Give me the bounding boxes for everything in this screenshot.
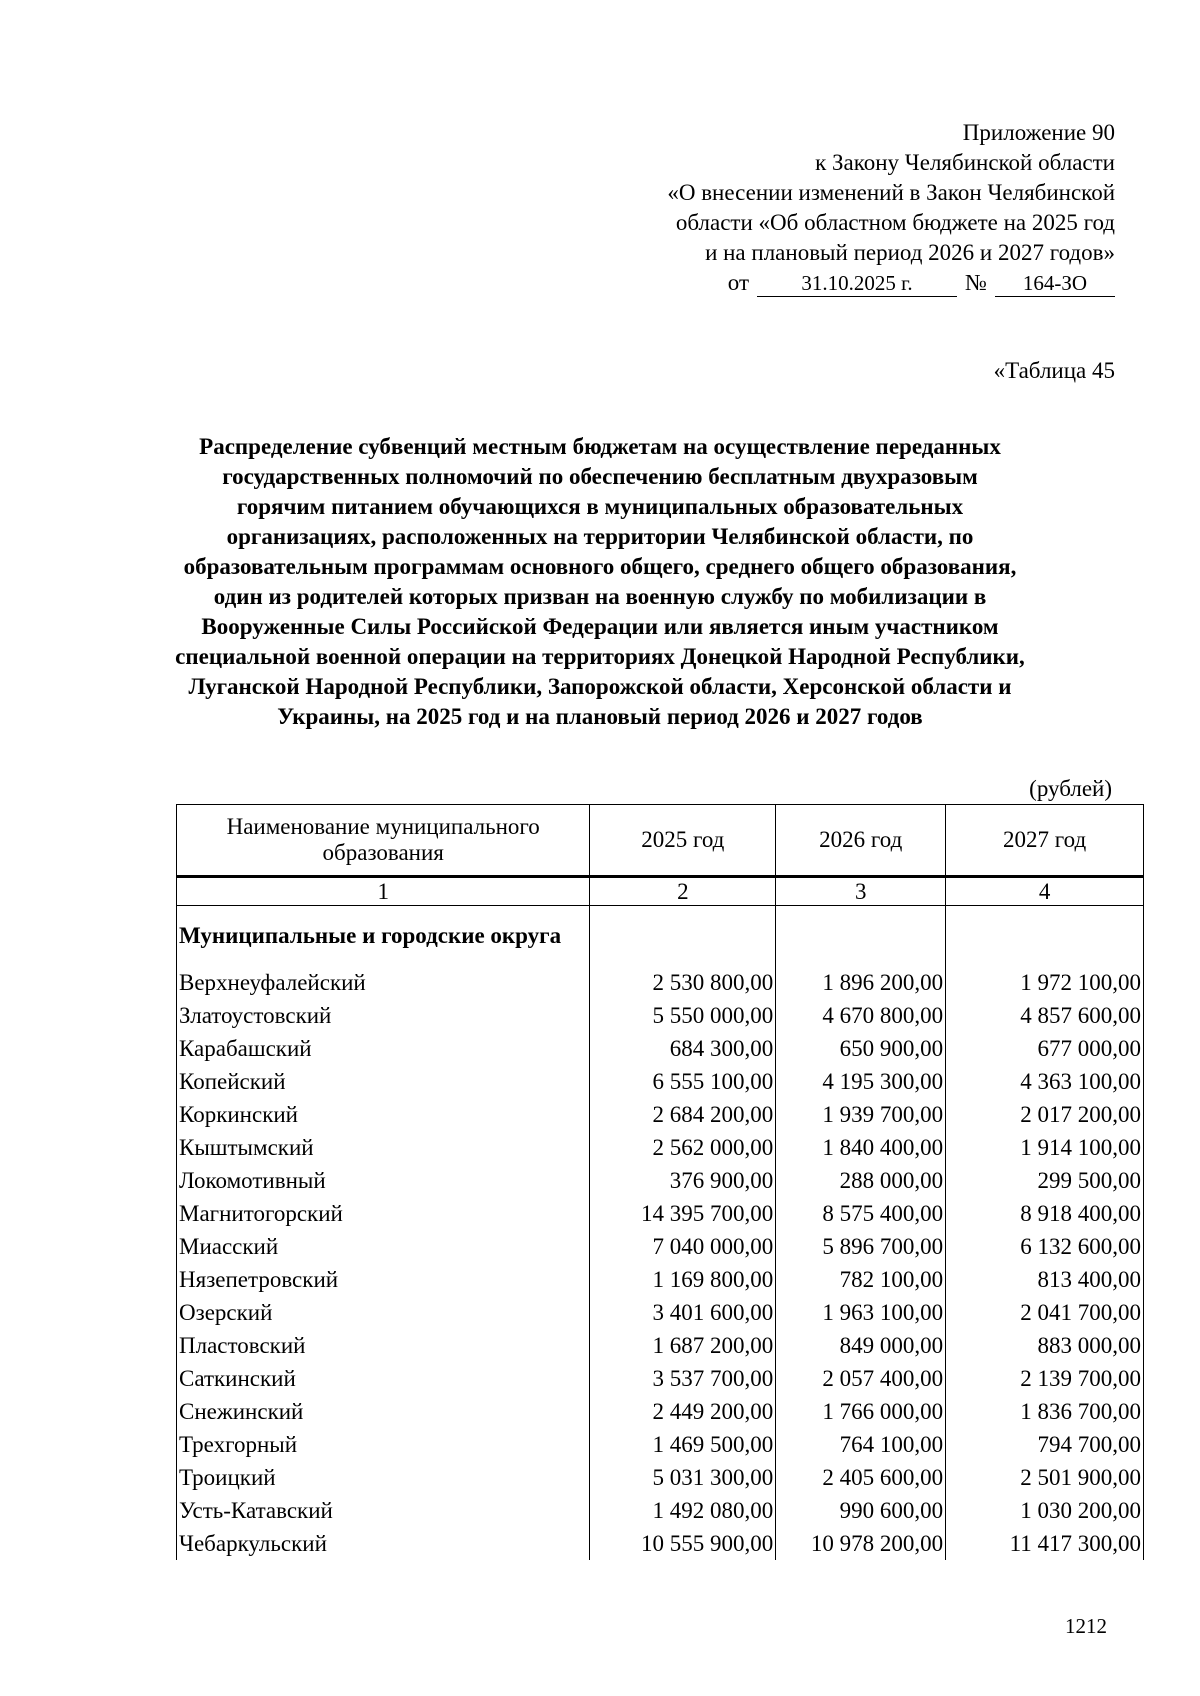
table-row [177, 1461, 1144, 1494]
value-2027: 883 000,00 [946, 1329, 1144, 1362]
value-2025: 5 550 000,00 [590, 999, 776, 1032]
value-2027: 1 836 700,00 [946, 1395, 1144, 1428]
law-date: 31.10.2025 г. [757, 270, 957, 297]
value-2025: 376 900,00 [590, 1164, 776, 1197]
page-number: 1212 [1065, 1614, 1107, 1638]
value-2027: 6 132 600,00 [946, 1230, 1144, 1263]
value-2026: 990 600,00 [776, 1494, 946, 1527]
header-2026: 2026 год [776, 805, 946, 877]
table-row [177, 1131, 1144, 1164]
title-line: Вооруженные Силы Российской Федерации или является иным участником [201, 614, 999, 639]
table-row [177, 1230, 1144, 1263]
table-row [177, 1263, 1144, 1296]
value-2025: 1 687 200,00 [590, 1329, 776, 1362]
value-2025: 3 401 600,00 [590, 1296, 776, 1329]
value-2027: 8 918 400,00 [946, 1197, 1144, 1230]
value-2026: 764 100,00 [776, 1428, 946, 1461]
value-2025: 2 449 200,00 [590, 1395, 776, 1428]
number-label: № [965, 270, 987, 295]
appendix-law-title-2: области «Об областном бюджете на 2025 год [675, 210, 1115, 235]
value-2025: 1 169 800,00 [590, 1263, 776, 1296]
value-2026: 782 100,00 [776, 1263, 946, 1296]
municipality-name: Верхнеуфалейский [177, 966, 590, 999]
value-2027: 1 972 100,00 [946, 966, 1144, 999]
group-empty-cell [946, 906, 1144, 967]
appendix-law-ref: к Закону Челябинской области [815, 150, 1115, 175]
municipality-name: Нязепетровский [177, 1263, 590, 1296]
table-row [177, 1098, 1144, 1131]
column-number: 3 [776, 877, 946, 906]
value-2026: 8 575 400,00 [776, 1197, 946, 1230]
group-label: Муниципальные и городские округа [177, 906, 590, 967]
value-2027: 2 139 700,00 [946, 1362, 1144, 1395]
value-2027: 2 501 900,00 [946, 1461, 1144, 1494]
value-2026: 650 900,00 [776, 1032, 946, 1065]
table-row [177, 1428, 1144, 1461]
group-row [177, 906, 1144, 967]
municipality-name: Магнитогорский [177, 1197, 590, 1230]
title-line: Украины, на 2025 год и на плановый период 2026 и 2027 годов [277, 704, 923, 729]
subvention-table [176, 804, 1144, 1560]
title-line: специальной военной операции на территориях Донецкой Народной Республики, [175, 644, 1025, 669]
document-title [150, 432, 1050, 732]
from-label: от [727, 270, 750, 295]
municipality-name: Снежинский [177, 1395, 590, 1428]
value-2025: 2 562 000,00 [590, 1131, 776, 1164]
value-2027: 299 500,00 [946, 1164, 1144, 1197]
title-line: один из родителей которых призван на военную службу по мобилизации в [213, 584, 987, 609]
value-2025: 5 031 300,00 [590, 1461, 776, 1494]
appendix-law-title-3: и на плановый период 2026 и 2027 годов» [705, 240, 1115, 265]
table-row [177, 1395, 1144, 1428]
value-2026: 1 939 700,00 [776, 1098, 946, 1131]
value-2025: 1 469 500,00 [590, 1428, 776, 1461]
title-line: государственных полномочий по обеспечению бесплатным двухразовым [222, 464, 978, 489]
table-label: «Таблица 45 [993, 358, 1115, 383]
municipality-name: Саткинский [177, 1362, 590, 1395]
law-date-line [595, 268, 1115, 298]
value-2027: 2 017 200,00 [946, 1098, 1144, 1131]
value-2027: 2 041 700,00 [946, 1296, 1144, 1329]
appendix-number: Приложение 90 [962, 120, 1115, 145]
municipality-name: Локомотивный [177, 1164, 590, 1197]
table-row [177, 1527, 1144, 1560]
value-2026: 2 057 400,00 [776, 1362, 946, 1395]
municipality-name: Чебаркульский [177, 1527, 590, 1560]
value-2025: 6 555 100,00 [590, 1065, 776, 1098]
column-number: 2 [590, 877, 776, 906]
municipality-name: Коркинский [177, 1098, 590, 1131]
table-row [177, 1296, 1144, 1329]
value-2026: 1 896 200,00 [776, 966, 946, 999]
municipality-name: Копейский [177, 1065, 590, 1098]
value-2025: 1 492 080,00 [590, 1494, 776, 1527]
municipality-name: Карабашский [177, 1032, 590, 1065]
value-2027: 1 030 200,00 [946, 1494, 1144, 1527]
value-2026: 1 963 100,00 [776, 1296, 946, 1329]
column-number: 1 [177, 877, 590, 906]
value-2026: 10 978 200,00 [776, 1527, 946, 1560]
municipality-name: Златоустовский [177, 999, 590, 1032]
table-row [177, 999, 1144, 1032]
table-body [177, 906, 1144, 1561]
value-2025: 7 040 000,00 [590, 1230, 776, 1263]
municipality-name: Миасский [177, 1230, 590, 1263]
header-2025: 2025 год [590, 805, 776, 877]
table-row [177, 966, 1144, 999]
title-line: Распределение субвенций местным бюджетам на осуществление переданных [199, 434, 1001, 459]
value-2026: 1 840 400,00 [776, 1131, 946, 1164]
header-name: Наименование муниципального образования [177, 805, 590, 877]
value-2026: 5 896 700,00 [776, 1230, 946, 1263]
municipality-name: Кыштымский [177, 1131, 590, 1164]
municipality-name: Трехгорный [177, 1428, 590, 1461]
municipality-name: Троицкий [177, 1461, 590, 1494]
column-number: 4 [946, 877, 1144, 906]
value-2026: 4 670 800,00 [776, 999, 946, 1032]
column-number-row [177, 877, 1144, 906]
table-row [177, 1065, 1144, 1098]
value-2027: 4 857 600,00 [946, 999, 1144, 1032]
value-2026: 1 766 000,00 [776, 1395, 946, 1428]
table-row [177, 1164, 1144, 1197]
title-line: Луганской Народной Республики, Запорожской области, Херсонской области и [188, 674, 1012, 699]
appendix-law-title-1: «О внесении изменений в Закон Челябинской [667, 180, 1115, 205]
group-empty-cell [776, 906, 946, 967]
table-row [177, 1362, 1144, 1395]
value-2026: 849 000,00 [776, 1329, 946, 1362]
value-2025: 3 537 700,00 [590, 1362, 776, 1395]
value-2027: 4 363 100,00 [946, 1065, 1144, 1098]
value-2026: 288 000,00 [776, 1164, 946, 1197]
value-2025: 14 395 700,00 [590, 1197, 776, 1230]
value-2025: 684 300,00 [590, 1032, 776, 1065]
title-line: горячим питанием обучающихся в муниципальных образовательных [236, 494, 964, 519]
value-2025: 10 555 900,00 [590, 1527, 776, 1560]
value-2027: 1 914 100,00 [946, 1131, 1144, 1164]
law-number: 164-ЗО [995, 270, 1115, 297]
title-line: организациях, расположенных на территории Челябинской области, по [226, 524, 974, 549]
appendix-header [595, 118, 1115, 298]
value-2025: 2 684 200,00 [590, 1098, 776, 1131]
units-label: (рублей) [1029, 776, 1112, 801]
municipality-name: Пластовский [177, 1329, 590, 1362]
value-2027: 813 400,00 [946, 1263, 1144, 1296]
value-2026: 2 405 600,00 [776, 1461, 946, 1494]
value-2027: 677 000,00 [946, 1032, 1144, 1065]
value-2027: 794 700,00 [946, 1428, 1144, 1461]
table-row [177, 1197, 1144, 1230]
group-empty-cell [590, 906, 776, 967]
header-2027: 2027 год [946, 805, 1144, 877]
table-row [177, 1494, 1144, 1527]
title-line: образовательным программам основного общего, среднего общего образования, [183, 554, 1017, 579]
table-row [177, 1032, 1144, 1065]
municipality-name: Озерский [177, 1296, 590, 1329]
value-2027: 11 417 300,00 [946, 1527, 1144, 1560]
value-2026: 4 195 300,00 [776, 1065, 946, 1098]
table-row [177, 1329, 1144, 1362]
table-header-row [177, 805, 1144, 877]
value-2025: 2 530 800,00 [590, 966, 776, 999]
municipality-name: Усть-Катавский [177, 1494, 590, 1527]
